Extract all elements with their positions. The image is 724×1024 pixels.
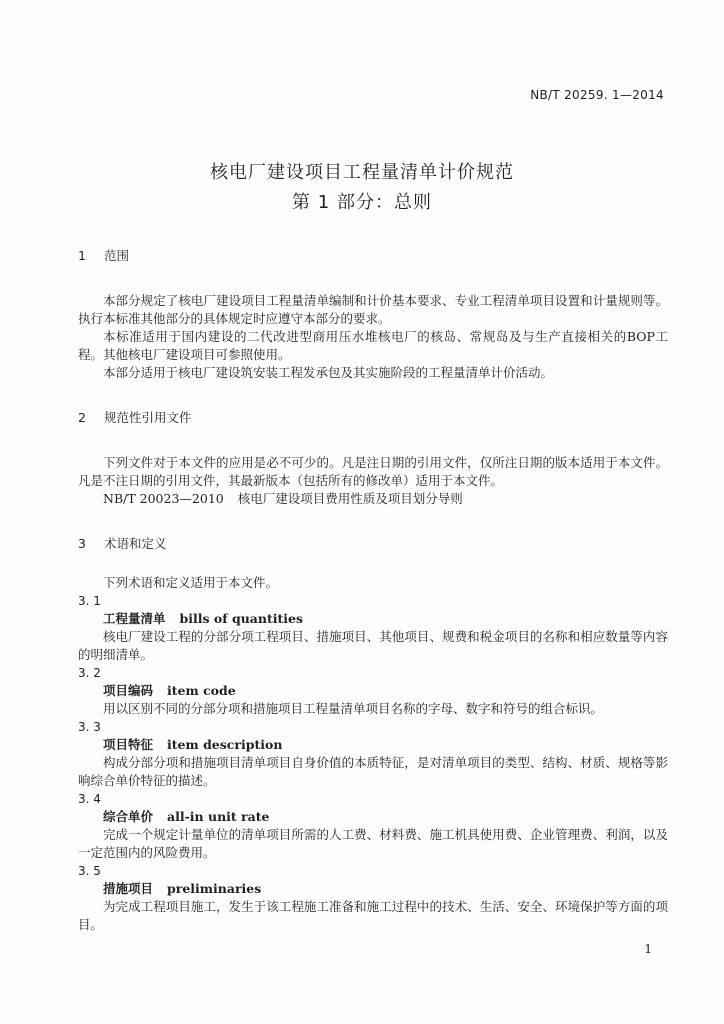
section-2-number: 2 bbox=[78, 410, 86, 425]
section-1-paragraph: 本部分规定了核电厂建设项目工程量清单编制和计价基本要求、专业工程清单项目设置和计量规则等。执行本标准其他部分的具体规定时应遵守本部分的要求。 bbox=[78, 293, 668, 326]
term-name-zh: 措施项目 bbox=[103, 881, 154, 896]
document-body bbox=[78, 246, 668, 934]
section-3-number: 3 bbox=[78, 536, 86, 551]
term-name-en: item description bbox=[167, 737, 283, 752]
term-number: 3. 2 bbox=[78, 666, 101, 680]
term-name-en: all-in unit rate bbox=[167, 809, 270, 824]
term-definition: 为完成工程项目施工，发生于该工程施工准备和施工过程中的技术、生活、安全、环境保护等方面的项目。 bbox=[78, 899, 668, 932]
term-name bbox=[78, 880, 668, 898]
term-name-zh: 工程量清单 bbox=[103, 611, 166, 626]
section-1-paragraph: 本标准适用于国内建设的二代改进型商用压水堆核电厂的核岛、常规岛及与生产直接相关的BOP工程。其他核电厂建设项目可参照使用。 bbox=[78, 329, 668, 362]
term-name-zh: 项目特征 bbox=[103, 737, 154, 752]
section-1-number: 1 bbox=[78, 248, 86, 263]
section-1-paragraph: 本部分适用于核电厂建设筑安装工程发承包及其实施阶段的工程量清单计价活动。 bbox=[103, 365, 554, 380]
section-1-title: 范围 bbox=[104, 248, 130, 263]
normative-reference bbox=[78, 490, 668, 508]
term-name-en: preliminaries bbox=[167, 881, 262, 896]
term-name-en: item code bbox=[167, 683, 236, 698]
term-name bbox=[78, 736, 668, 754]
section-3-heading bbox=[78, 534, 668, 554]
term-name-zh: 项目编码 bbox=[103, 683, 154, 698]
section-2-title: 规范性引用文件 bbox=[104, 410, 192, 425]
page-number: 1 bbox=[644, 942, 652, 956]
document-title: 核电厂建设项目工程量清单计价规范 bbox=[210, 162, 514, 183]
term-number: 3. 4 bbox=[78, 792, 101, 806]
term-definition: 完成一个规定计量单位的清单项目所需的人工费、材料费、施工机具使用费、企业管理费、利润，以及一定范围内的风险费用。 bbox=[78, 827, 668, 860]
term-name-zh: 综合单价 bbox=[103, 809, 154, 824]
term-number: 3. 5 bbox=[78, 864, 101, 878]
term-name bbox=[78, 610, 668, 628]
term-definition: 用以区别不同的分部分项和措施项目工程量清单项目名称的字母、数字和符号的组合标识。 bbox=[103, 701, 604, 716]
reference-code: NB/T 20023—2010 bbox=[103, 491, 224, 506]
section-2-paragraph: 下列文件对于本文件的应用是必不可少的。凡是注日期的引用文件，仅所注日期的版本适用于本文件。凡是不注日期的引用文件，其最新版本（包括所有的修改单）适用于本文件。 bbox=[78, 455, 668, 488]
term-number: 3. 1 bbox=[78, 594, 101, 608]
reference-title: 核电厂建设项目费用性质及项目划分导则 bbox=[237, 491, 463, 506]
title-block bbox=[0, 158, 724, 218]
section-1-heading bbox=[78, 246, 668, 266]
term-name bbox=[78, 808, 668, 826]
term-name-en: bills of quantities bbox=[179, 611, 304, 626]
section-2-heading bbox=[78, 408, 668, 428]
section-3-intro: 下列术语和定义适用于本文件。 bbox=[103, 575, 279, 590]
standard-code: NB/T 20259. 1—2014 bbox=[530, 88, 664, 102]
term-name bbox=[78, 682, 668, 700]
term-definition: 核电厂建设工程的分部分项工程项目、措施项目、其他项目、规费和税金项目的名称和相应数量等内容的明细清单。 bbox=[78, 629, 668, 662]
term-definition: 构成分部分项和措施项目清单项目自身价值的本质特征，是对清单项目的类型、结构、材质、规格等影响综合单价特征的描述。 bbox=[78, 755, 668, 788]
document-subtitle: 第 1 部分：总则 bbox=[292, 192, 432, 213]
section-3-title: 术语和定义 bbox=[104, 536, 167, 551]
term-number: 3. 3 bbox=[78, 720, 101, 734]
